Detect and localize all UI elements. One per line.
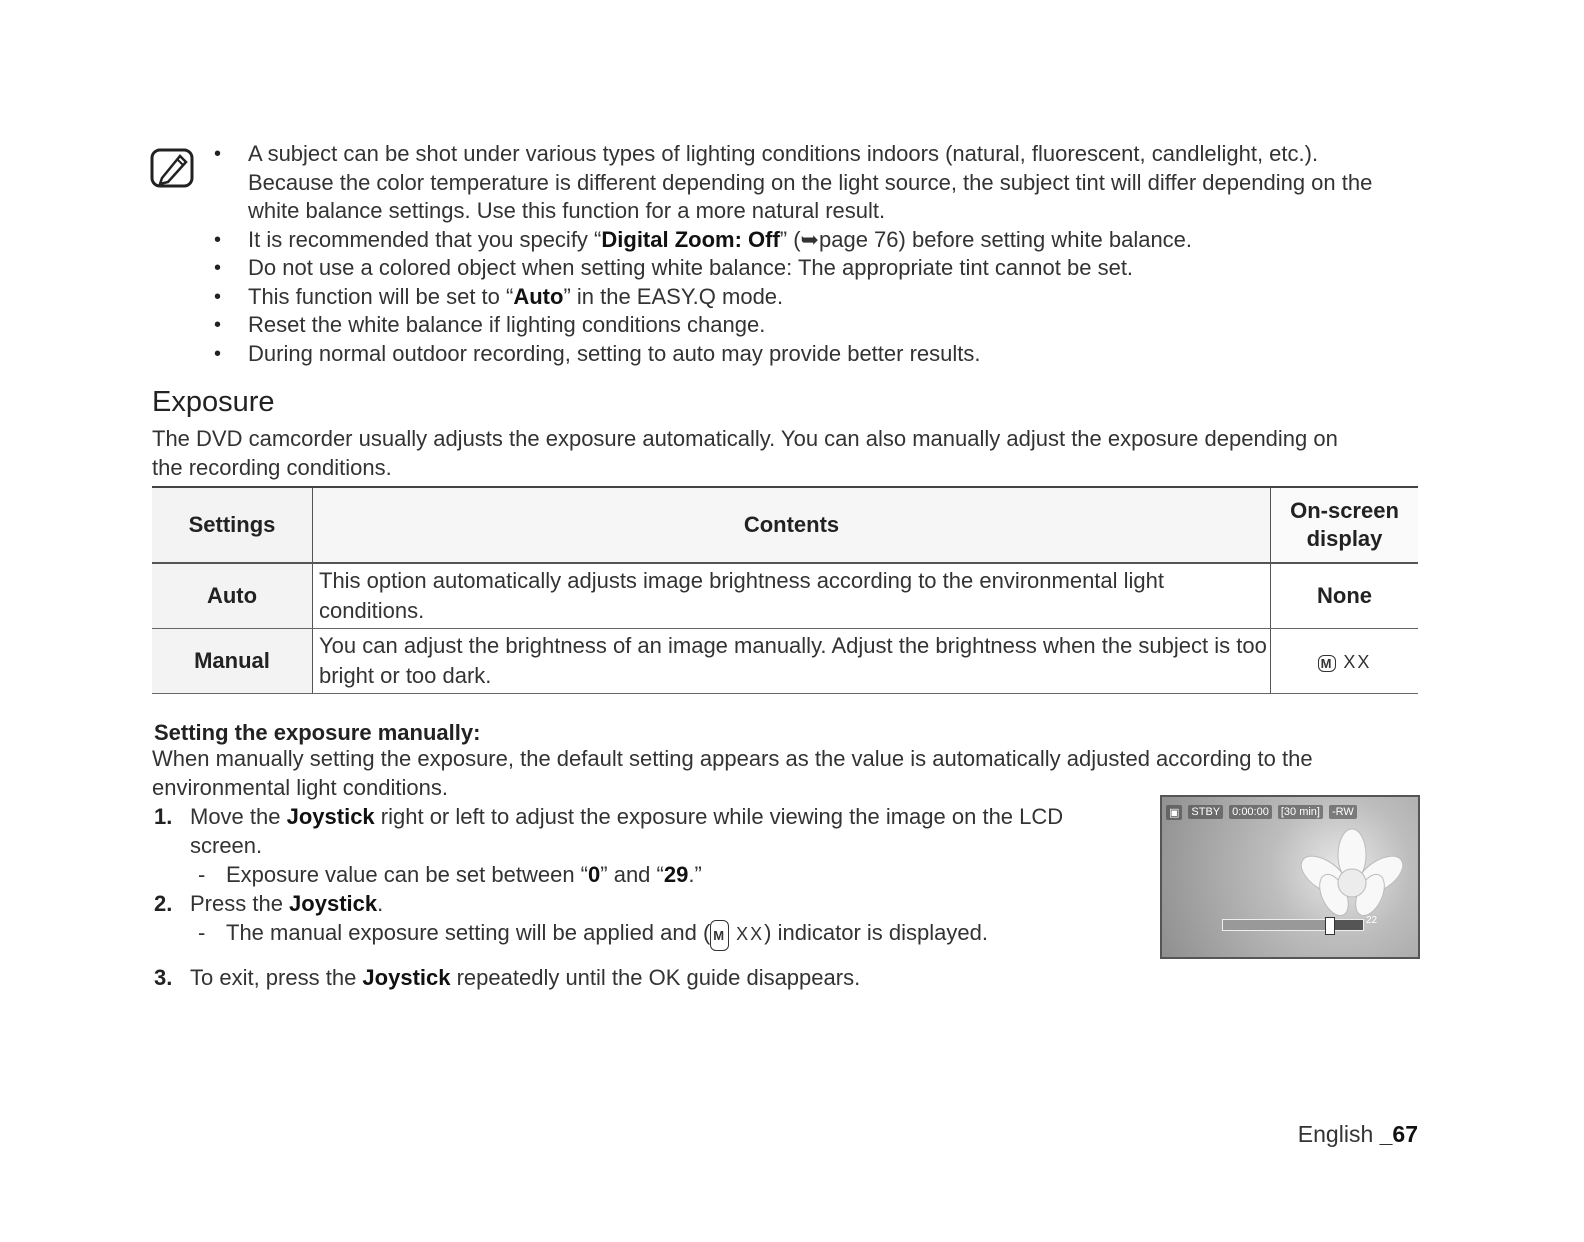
subheading-manual-exposure: Setting the exposure manually:: [154, 720, 481, 745]
display-cell: [1271, 629, 1419, 694]
footer-language: English: [1297, 1121, 1374, 1147]
notes-list: [212, 140, 1392, 368]
column-header-settings: Settings: [152, 487, 313, 563]
manual-exposure-osd-icon: M XX: [1318, 652, 1372, 672]
setting-cell: Auto: [152, 563, 313, 629]
note-item: • It is recommended that you specify “Digital Zoom: Off” (➥page 76) before setting white balance.: [212, 226, 1392, 255]
lcd-disc: -RW: [1329, 805, 1357, 819]
step-item: 1. Move the Joystick right or left to adjust the exposure while viewing the image on the LCD screen. - Exposure value can be set between “0” and “29.”: [152, 802, 1132, 889]
manual-description: When manually setting the exposure, the default setting appears as the value is automatically adjusted according to the environmental light conditions.: [152, 746, 1313, 800]
note-item: • This function will be set to “Auto” in the EASY.Q mode.: [212, 283, 1392, 312]
exposure-slider: [1222, 919, 1364, 931]
lcd-time: 0:00:00: [1229, 805, 1272, 819]
table-header-row: [152, 487, 1418, 563]
step-item: 3. To exit, press the Joystick repeatedly until the OK guide disappears.: [154, 965, 861, 990]
exposure-value: 22: [1366, 915, 1378, 926]
contents-cell: This option automatically adjusts image brightness according to the environmental light conditions.: [313, 563, 1271, 629]
exposure-slider-fill: [1223, 920, 1329, 930]
note-item: • A subject can be shot under various types of lighting conditions indoors (natural, fluorescent, candlelight, etc.). Because the color temperature is different depending on the light source, the subject tint will differ depending on the white balance settings. Use this function for a more natural result.: [212, 140, 1392, 226]
table-row: [152, 629, 1418, 694]
exposure-table: [152, 486, 1418, 694]
step-note: - Exposure value can be set between “0” and “29.”: [190, 860, 1132, 889]
note-item: • Do not use a colored object when setting white balance: The appropriate tint cannot be set.: [212, 254, 1392, 283]
page-footer: [1298, 1121, 1418, 1148]
lcd-status-bar: [1166, 801, 1414, 823]
step-item: 2. Press the Joystick. - The manual exposure setting will be applied and ( M XX) indicator is displayed.: [152, 889, 1132, 951]
lcd-mode: STBY: [1188, 805, 1223, 819]
note-item: • During normal outdoor recording, setting to auto may provide better results.: [212, 340, 1392, 369]
steps-list: [152, 802, 1132, 992]
note-pencil-icon: [150, 146, 196, 190]
step-note: - The manual exposure setting will be applied and ( M XX) indicator is displayed.: [190, 918, 1132, 951]
lcd-remaining: [30 min]: [1278, 805, 1323, 819]
manual-exposure-osd-icon: M XX: [710, 924, 764, 944]
table-row: [152, 563, 1418, 629]
camera-mode-icon: ▣: [1166, 805, 1182, 820]
column-header-display: On-screen display: [1271, 487, 1419, 563]
page-number: _67: [1379, 1121, 1418, 1147]
exposure-intro: The DVD camcorder usually adjusts the exposure automatically. You can also manually adjust the exposure depending on the recording conditions.: [152, 426, 1338, 480]
lcd-preview-image: [1160, 795, 1420, 959]
display-cell: None: [1271, 563, 1419, 629]
column-header-contents: Contents: [313, 487, 1271, 563]
contents-cell: You can adjust the brightness of an image manually. Adjust the brightness when the subject is too bright or too dark.: [313, 629, 1271, 694]
exposure-slider-knob: [1325, 917, 1335, 935]
section-heading-exposure: Exposure: [152, 386, 275, 418]
note-item: • Reset the white balance if lighting conditions change.: [212, 311, 1392, 340]
setting-cell: Manual: [152, 629, 313, 694]
